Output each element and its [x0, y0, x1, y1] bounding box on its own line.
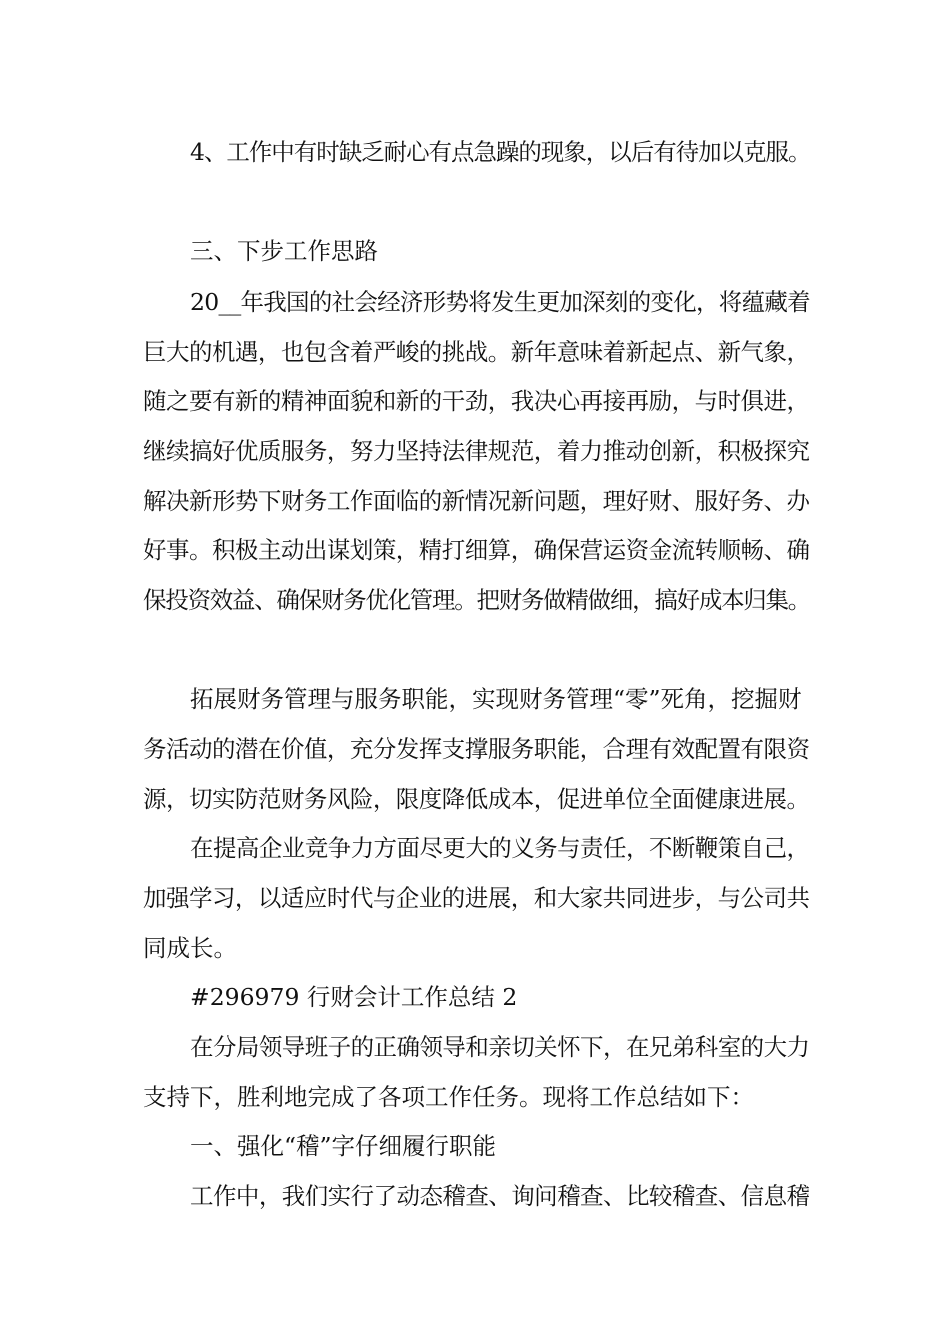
section-heading: 一、强化“稽”字仔细履行职能 — [190, 1132, 497, 1160]
text-line: 随之要有新的精神面貌和新的干劲，我决心再接再励，与时俱进， — [143, 387, 810, 415]
text-line: 拓展财务管理与服务职能，实现财务管理“零”死角，挖掘财 — [190, 685, 802, 713]
text-line: 好事。积极主动出谋划策，精打细算，确保营运资金流转顺畅、确 — [143, 536, 810, 564]
text-line: 继续搞好优质服务，努力坚持法律规范，着力推动创新，积极探究 — [143, 437, 810, 465]
section-heading: 三、下步工作思路 — [190, 237, 378, 265]
text-line: 20__年我国的社会经济形势将发生更加深刻的变化，将蕴藏着 — [190, 288, 810, 316]
text-line: 支持下，胜利地完成了各项工作任务。现将工作总结如下： — [143, 1083, 754, 1111]
text-line: 工作中，我们实行了动态稽查、询问稽查、比较稽查、信息稽 — [190, 1182, 810, 1210]
text-line: 解决新形势下财务工作面临的新情况新问题，理好财、服好务、办 — [143, 487, 810, 515]
text-line: 巨大的机遇，也包含着严峻的挑战。新年意味着新起点、新气象， — [143, 338, 810, 366]
text-line: 在分局领导班子的正确领导和亲切关怀下，在兄弟科室的大力 — [190, 1033, 810, 1061]
text-line: 在提高企业竞争力方面尽更大的义务与责任，不断鞭策自己， — [190, 834, 810, 862]
text-line: 4、工作中有时缺乏耐心有点急躁的现象，以后有待加以克服。 — [190, 138, 811, 166]
text-line: 同成长。 — [143, 934, 237, 962]
subtitle: #296979 行财会计工作总结 2 — [190, 983, 518, 1011]
text-line: 务活动的潜在价值，充分发挥支撑服务职能，合理有效配置有限资 — [143, 735, 810, 763]
text-line: 加强学习，以适应时代与企业的进展，和大家共同进步，与公司共 — [143, 884, 810, 912]
text-line: 保投资效益、确保财务优化管理。把财务做精做细，搞好成本归集。 — [143, 586, 810, 614]
text-line: 源，切实防范财务风险，限度降低成本，促进单位全面健康进展。 — [143, 785, 810, 813]
